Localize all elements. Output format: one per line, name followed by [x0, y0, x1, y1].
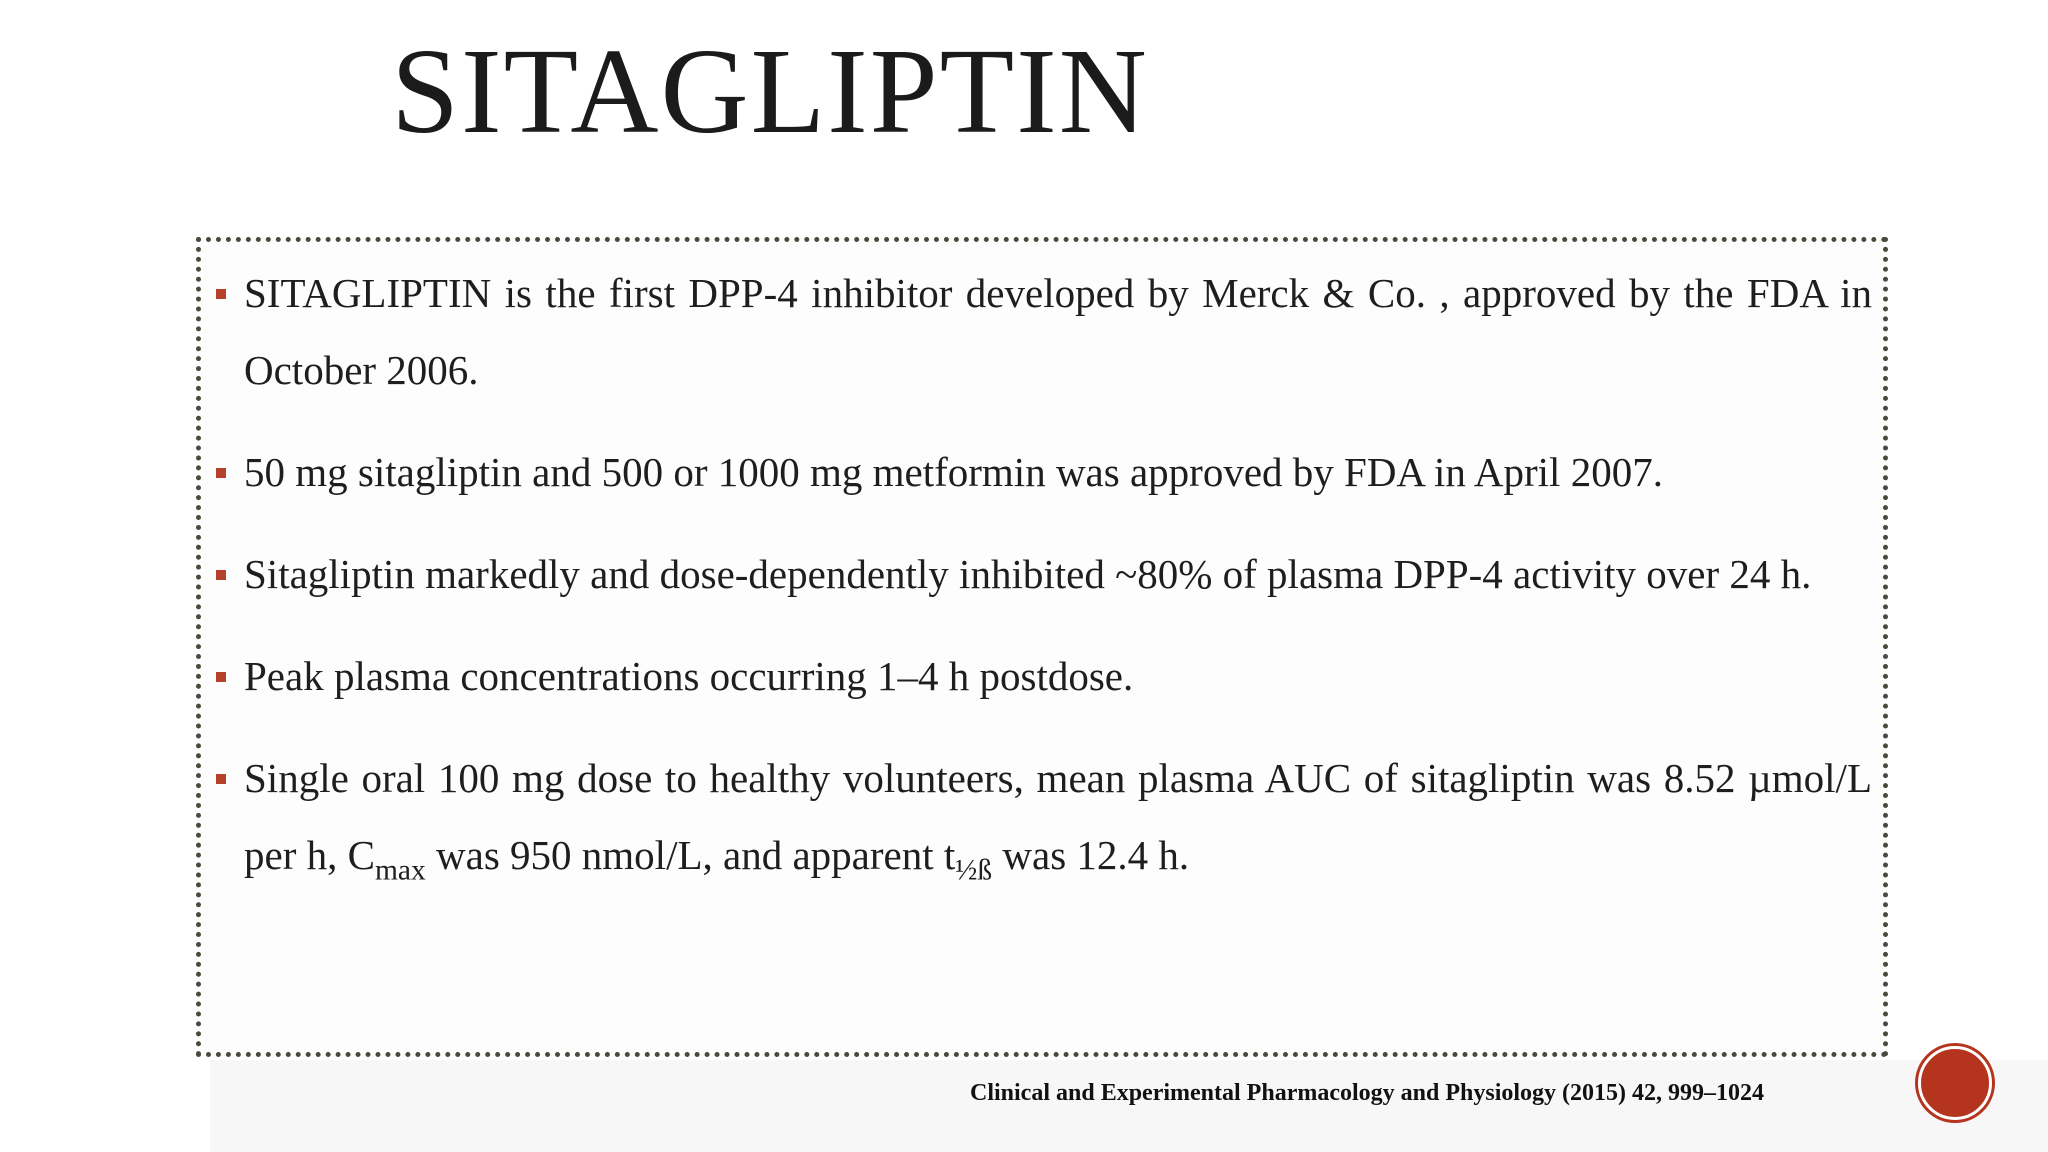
- bullet-text: SITAGLIPTIN is the first DPP-4 inhibitor developed by Merck & Co. , approved by the FDA in October 2006.: [244, 270, 1872, 393]
- bullet-item: [210, 740, 1872, 894]
- bullet-text: Sitagliptin markedly and dose-dependently inhibited ~80% of plasma DPP-4 activity over 24 h.: [244, 551, 1812, 597]
- slide-title: SITAGLIPTIN: [391, 24, 1149, 159]
- bullet-text: Peak plasma concentrations occurring 1–4 h postdose.: [244, 653, 1134, 699]
- bullet-text-part: was 12.4 h.: [992, 832, 1190, 878]
- bullet-text: 50 mg sitagliptin and 500 or 1000 mg metformin was approved by FDA in April 2007.: [244, 449, 1663, 495]
- square-bullet-icon: [216, 672, 226, 682]
- square-bullet-icon: [216, 468, 226, 478]
- decorative-circle-icon: [1918, 1046, 1992, 1120]
- bullet-text: [244, 755, 1872, 887]
- subscript-half-life: ½ß: [955, 854, 993, 887]
- bullet-list: [210, 255, 1872, 919]
- bullet-text-part: Single oral 100 mg dose to healthy volunteers, mean plasma AUC of sitagliptin was 8.52 µmol/L per h, C: [244, 755, 1872, 878]
- subscript-max: max: [374, 854, 426, 887]
- bullet-text-part: was 950 nmol/L, and apparent t: [425, 832, 956, 878]
- bullet-item: [210, 638, 1872, 715]
- square-bullet-icon: [216, 570, 226, 580]
- bullet-item: [210, 255, 1872, 409]
- square-bullet-icon: [216, 289, 226, 299]
- square-bullet-icon: [216, 774, 226, 784]
- reference-citation: Clinical and Experimental Pharmacology and Physiology (2015) 42, 999–1024: [970, 1080, 1765, 1106]
- bullet-item: [210, 536, 1872, 613]
- bullet-item: [210, 434, 1872, 511]
